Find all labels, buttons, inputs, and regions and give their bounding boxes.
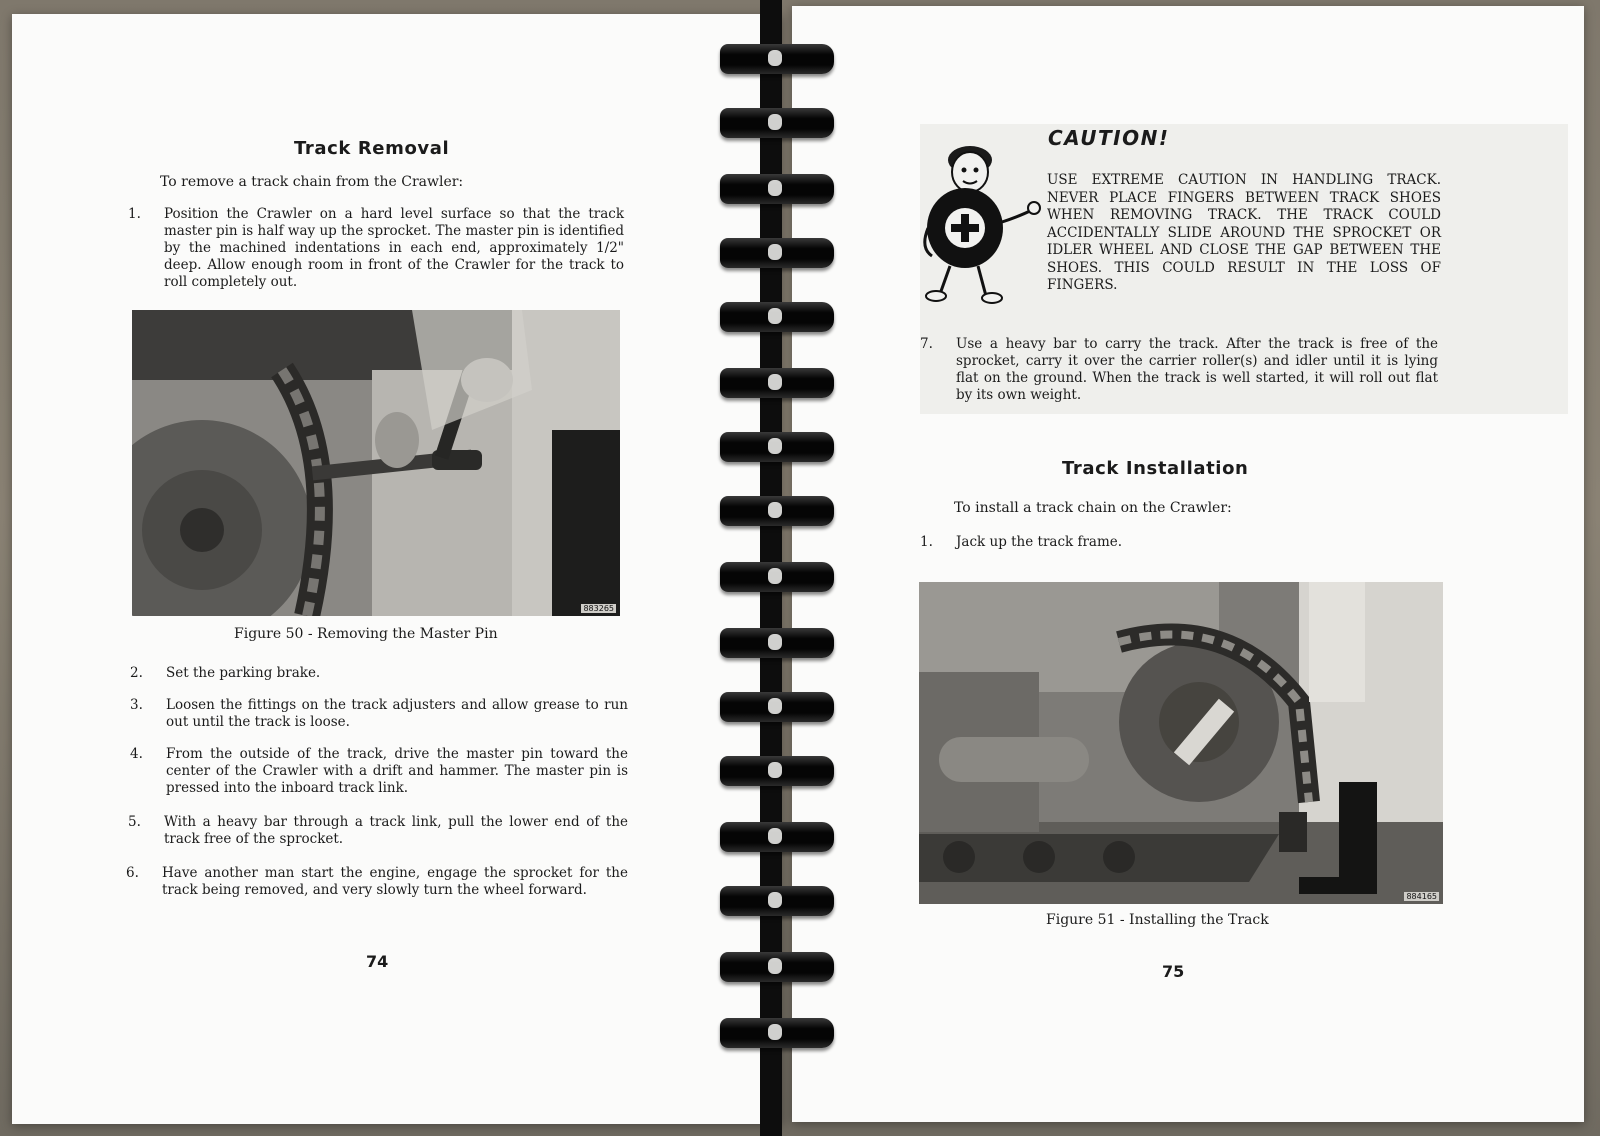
step-number: 1.	[920, 534, 933, 550]
binding-coil	[720, 562, 834, 592]
figure-50-photo	[132, 310, 620, 616]
cartoon-mascot-icon	[920, 138, 1050, 308]
step-4	[130, 746, 640, 800]
step-5	[128, 814, 638, 850]
step-text: Jack up the track frame.	[956, 534, 1123, 550]
step-text: With a heavy bar through a track link, pull the lower end of the track free of the sprocket.	[164, 814, 628, 847]
step-number: 3.	[130, 697, 143, 713]
binding-coil	[720, 368, 834, 398]
step-1	[128, 206, 628, 290]
step-text: From the outside of the track, drive the master pin toward the center of the Crawler with a drift and hammer. The master pin is pressed into the inboard track link.	[166, 746, 628, 796]
page-number: 74	[366, 952, 389, 971]
step-text: Loosen the fittings on the track adjusters and allow grease to run out until the track is loose.	[166, 697, 628, 730]
left-page	[12, 14, 782, 1124]
track-removal-heading: Track Removal	[294, 138, 450, 159]
track-installation-intro: To install a track chain on the Crawler:	[954, 500, 1232, 516]
binding-coil	[720, 432, 834, 462]
step-6	[126, 865, 638, 919]
track-removal-intro: To remove a track chain from the Crawler:	[160, 174, 464, 190]
figure-50-caption: Figure 50 - Removing the Master Pin	[234, 626, 498, 642]
binding-coil	[720, 1018, 834, 1048]
step-number: 6.	[126, 865, 139, 881]
step-number: 7.	[920, 336, 933, 352]
right-page	[792, 6, 1584, 1122]
binding-coil	[720, 174, 834, 204]
binding-coil	[720, 628, 834, 658]
install-step-1	[920, 534, 1320, 554]
step-3	[130, 697, 640, 733]
step-number: 2.	[130, 665, 143, 681]
step-2	[130, 665, 640, 685]
binding-coil	[720, 44, 834, 74]
figure-code: 884165	[1406, 892, 1437, 901]
binding-coil	[720, 238, 834, 268]
step-number: 5.	[128, 814, 141, 830]
step-number: 1.	[128, 206, 141, 222]
step-text: Position the Crawler on a hard level surface so that the track master pin is half way up the sprocket. The master pin is identified by the machined indentations in each end, approximately 1/2" deep. Allow enough room in front of the Crawler for the track to roll completely out.	[164, 206, 624, 290]
page-number: 75	[1162, 962, 1185, 981]
figure-code: 883265	[583, 604, 614, 613]
binding-coil	[720, 302, 834, 332]
binding-coil	[720, 108, 834, 138]
caution-text: USE EXTREME CAUTION IN HANDLING TRACK. NEVER PLACE FINGERS BETWEEN TRACK SHOES WHEN REMOVING TRACK. THE TRACK COULD ACCIDENTALLY SLIDE AROUND THE SPROCKET OR IDLER WHEEL AND CLOSE THE GAP BETWEEN THE SHOES. THIS COULD RESULT IN THE LOSS OF FINGERS.	[1047, 172, 1441, 293]
step-text: Have another man start the engine, engage the sprocket for the track being removed, and very slowly turn the wheel forward.	[162, 865, 628, 898]
track-installation-heading: Track Installation	[1062, 458, 1249, 479]
figure-51-caption: Figure 51 - Installing the Track	[1046, 912, 1269, 928]
binding-coil	[720, 496, 834, 526]
binding-coil	[720, 692, 834, 722]
step-7	[920, 336, 1440, 408]
binding-coil	[720, 886, 834, 916]
binding-coil	[720, 822, 834, 852]
step-text: Use a heavy bar to carry the track. After the track is free of the sprocket, carry it over the carrier roller(s) and idler until it is lying flat on the ground. When the track is well started, it will roll out flat by its own weight.	[956, 336, 1438, 403]
binding-coil	[720, 952, 834, 982]
figure-51-photo	[919, 582, 1443, 904]
step-number: 4.	[130, 746, 143, 762]
binding-coil	[720, 756, 834, 786]
step-text: Set the parking brake.	[166, 665, 321, 681]
